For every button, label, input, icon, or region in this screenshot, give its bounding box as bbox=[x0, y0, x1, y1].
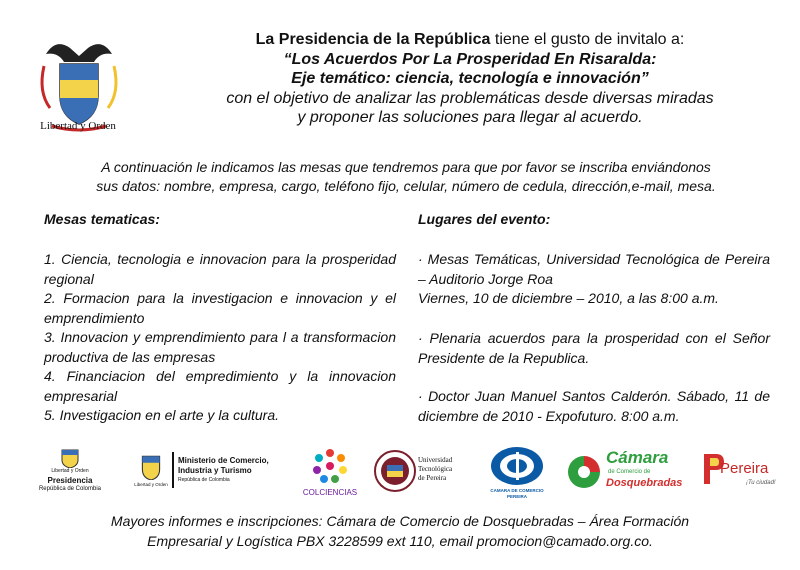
footer-contact: Mayores informes e inscripciones: Cámara de Comercio de Dosquebradas – Área Formación Empresarial y Logística PBX 3228599 ext 110, email promocion@camado.org.co. bbox=[110, 513, 690, 549]
list-item: 5. Investigacion en el arte y la cultura. bbox=[44, 407, 280, 423]
lugares-heading: Lugares del evento: bbox=[418, 211, 551, 227]
sponsor-logos bbox=[0, 444, 800, 502]
ccp-icon bbox=[489, 446, 545, 486]
header-objective-2: y proponer las soluciones para llegar al acuerdo. bbox=[297, 109, 643, 126]
list-item: 1. Ciencia, tecnologia e innovacion para la prosperidad regional bbox=[44, 251, 396, 287]
pereira-logo: Pereira ¡Tu ciudad! bbox=[702, 450, 782, 500]
header-objective-1: con el objetivo de analizar las problemáticas desde diversas miradas bbox=[226, 89, 714, 107]
lugar-plenaria: · Plenaria acuerdos para la prosperidad con el Señor Presidente de la Republica. bbox=[418, 330, 770, 366]
camara-pereira-logo: CAMARA DE COMERCIO PEREIRA bbox=[480, 446, 554, 502]
camara-dosquebradas-logo: Cámara de Comercio de Dosquebradas bbox=[566, 448, 692, 500]
event-title: “Los Acuerdos Por La Prosperidad En Risaralda: bbox=[283, 50, 657, 68]
invitation-header bbox=[160, 30, 780, 128]
colciencias-logo: COLCIENCIAS bbox=[298, 446, 362, 502]
lugar-mesas: · Mesas Temáticas, Universidad Tecnológica de Pereira – Auditorio Jorge Roa Viernes, 10 de diciembre – 2010, a las 8:00 a.m. bbox=[418, 251, 770, 306]
emblem-caption: Libertad y Orden bbox=[40, 120, 116, 132]
utp-seal-icon bbox=[374, 450, 416, 492]
lugar-presidente: · Doctor Juan Manuel Santos Calderón. Sábado, 11 de diciembre de 2010 - Expofuturo. 8:00 a.m. bbox=[418, 388, 770, 424]
list-item: 2. Formacion para la investigacion e innovacion y el emprendimiento bbox=[44, 290, 396, 326]
ministerio-logo: Libertad y Orden Ministerio de Comercio, Industria y Turismo República de Colombia bbox=[132, 450, 282, 500]
coat-of-arms-icon bbox=[58, 446, 82, 468]
intro-text: A continuación le indicamos las mesas que tendremos para que por favor se inscriba enviándonos sus datos: nombre, empresa, cargo, teléfono fijo, celular, número de cedula, dirección,e-mail, mesa. bbox=[96, 159, 716, 194]
presidencia-logo: Libertad y Orden Presidencia República de Colombia bbox=[30, 446, 120, 502]
coat-of-arms-icon bbox=[138, 452, 164, 480]
divider bbox=[172, 452, 174, 488]
list-item: 4. Financiacion del empredimiento y la innovacion empresarial bbox=[44, 368, 396, 404]
list-item: 3. Innovacion y emprendimiento para l a transformacion productiva de las empresas bbox=[44, 329, 396, 365]
mesas-list bbox=[44, 250, 396, 426]
event-theme: Eje temático: ciencia, tecnología e innovación” bbox=[291, 70, 649, 87]
utp-logo: Universidad Tecnológica de Pereira bbox=[374, 448, 470, 500]
header-line-1: La Presidencia de la República tiene el gusto de invitalo a: bbox=[255, 31, 685, 48]
colciencias-icon bbox=[310, 446, 350, 486]
cd-icon bbox=[566, 454, 602, 490]
mesas-heading: Mesas tematicas: bbox=[44, 211, 160, 227]
